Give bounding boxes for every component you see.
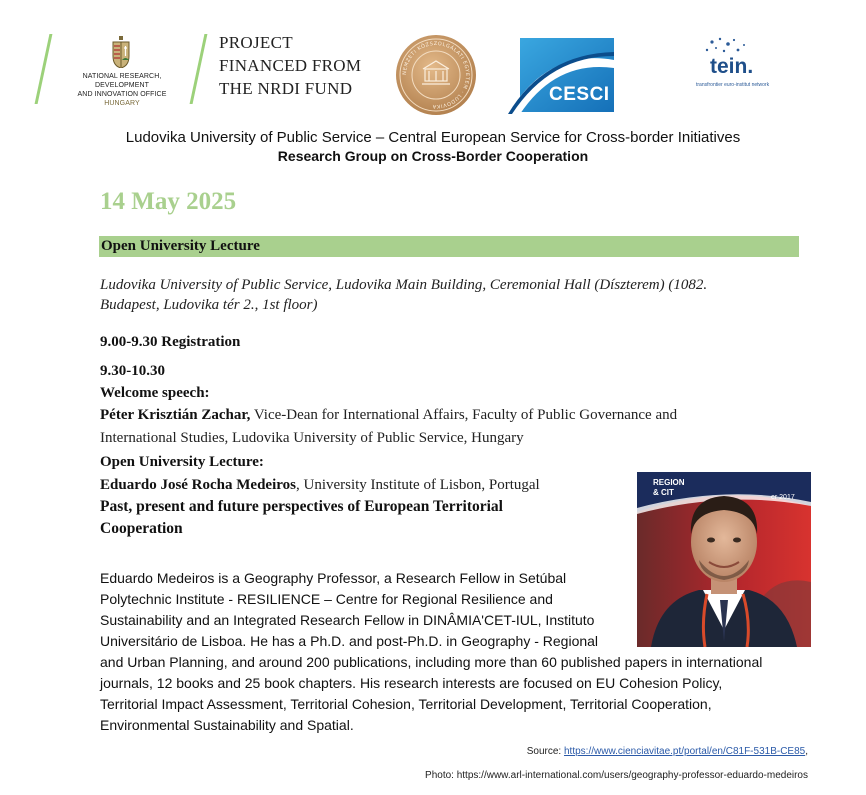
lecture-banner	[99, 236, 799, 257]
registration-line: 9.00-9.30 Registration	[100, 334, 241, 350]
source-link[interactable]: https://www.cienciavitae.pt/portal/en/C81F-531B-CE85	[563, 746, 806, 757]
photo-credit: Photo: https://www.arl-international.com/users/geography-professor-eduardo-medeiros	[425, 770, 808, 781]
lecturer	[100, 474, 540, 496]
welcome-speaker-role-cont: International Studies, Ludovika University of Public Service, Hungary	[100, 430, 524, 446]
photo-banner-text: REGION & CIT	[653, 478, 685, 497]
welcome-label: Welcome speech:	[100, 385, 210, 401]
tein-subtitle: transfrontier euro-institut network	[696, 82, 770, 88]
nrdi-logo-text: NATIONAL RESEARCH, DEVELOPMENT AND INNOVATION OFFICE HUNGARY	[77, 73, 167, 107]
lecture-banner-text: Open University Lecture	[101, 238, 260, 254]
lecturer-name: Eduardo José Rocha Medeiros	[100, 477, 296, 493]
source-line: Source: https://www.cienciavitae.pt/portal/en/C81F-531B-CE85,	[526, 746, 808, 757]
event-date: 14 May 2025	[100, 188, 237, 215]
lecture-label: Open University Lecture:	[100, 454, 264, 470]
cesci-logo-text: CESCI	[549, 84, 610, 105]
tein-logo-text: tein.	[710, 55, 754, 78]
lecture-title-cont: Cooperation	[100, 520, 183, 537]
ludovika-seal-logo	[395, 34, 477, 116]
slot-time: 9.30-10.30	[100, 363, 165, 379]
university-line: Ludovika University of Public Service – Central European Service for Cross-border Initiatives	[125, 129, 741, 146]
speaker-bio-narrow: Eduardo Medeiros is a Geography Professor, a Research Fellow in Setúbal Polytechnic Institute - RESILIENCE – Centre for Regional Resilience and Sustainability and an Integrated Research Fellow in DINÂMIA'CET-IUL, Instituto Universitário de Lisboa. He has a Ph.D. and post-Ph.D. in Geography - Regional	[100, 570, 599, 649]
research-group-line: Research Group on Cross-Border Cooperation	[277, 148, 589, 164]
welcome-speaker	[100, 404, 797, 426]
welcome-speaker-role: Vice-Dean for International Affairs, Faculty of Public Governance and	[250, 407, 678, 423]
speaker-bio-wide: and Urban Planning, and around 200 publications, including more than 60 published papers in international journals, 12 books and 25 book chapters. His research interests are focused on EU Cohesion Policy, Territorial Impact Assessment, Territorial Cohesion, Territorial Development, Territorial Cooperation, Environmental Sustainability and Spatial.	[100, 654, 763, 733]
lecturer-affiliation: , University Institute of Lisbon, Portugal	[295, 477, 540, 493]
lecture-title: Past, present and future perspectives of European Territorial	[100, 498, 503, 515]
project-financed-text: PROJECT FINANCED FROM THE NRDI FUND	[219, 33, 362, 98]
speaker-photo	[637, 472, 811, 647]
green-divider-right	[190, 34, 208, 104]
welcome-speaker-name: Péter Krisztián Zachar,	[100, 407, 251, 423]
green-divider-left	[35, 34, 53, 104]
svg-text:NEMZETI KÖZSZOLGÁLATI EGYETEM: NEMZETI KÖZSZOLGÁLATI EGYETEM · LUDOVIKA	[401, 40, 471, 110]
hungarian-coat-of-arms-icon	[111, 36, 131, 68]
photo-banner-year: er 2017	[771, 494, 795, 501]
venue-text: Ludovika University of Public Service, Ludovika Main Building, Ceremonial Hall (Díszterem) (1082. Budapest, Ludovika tér 2., 1st floor)	[100, 277, 708, 313]
